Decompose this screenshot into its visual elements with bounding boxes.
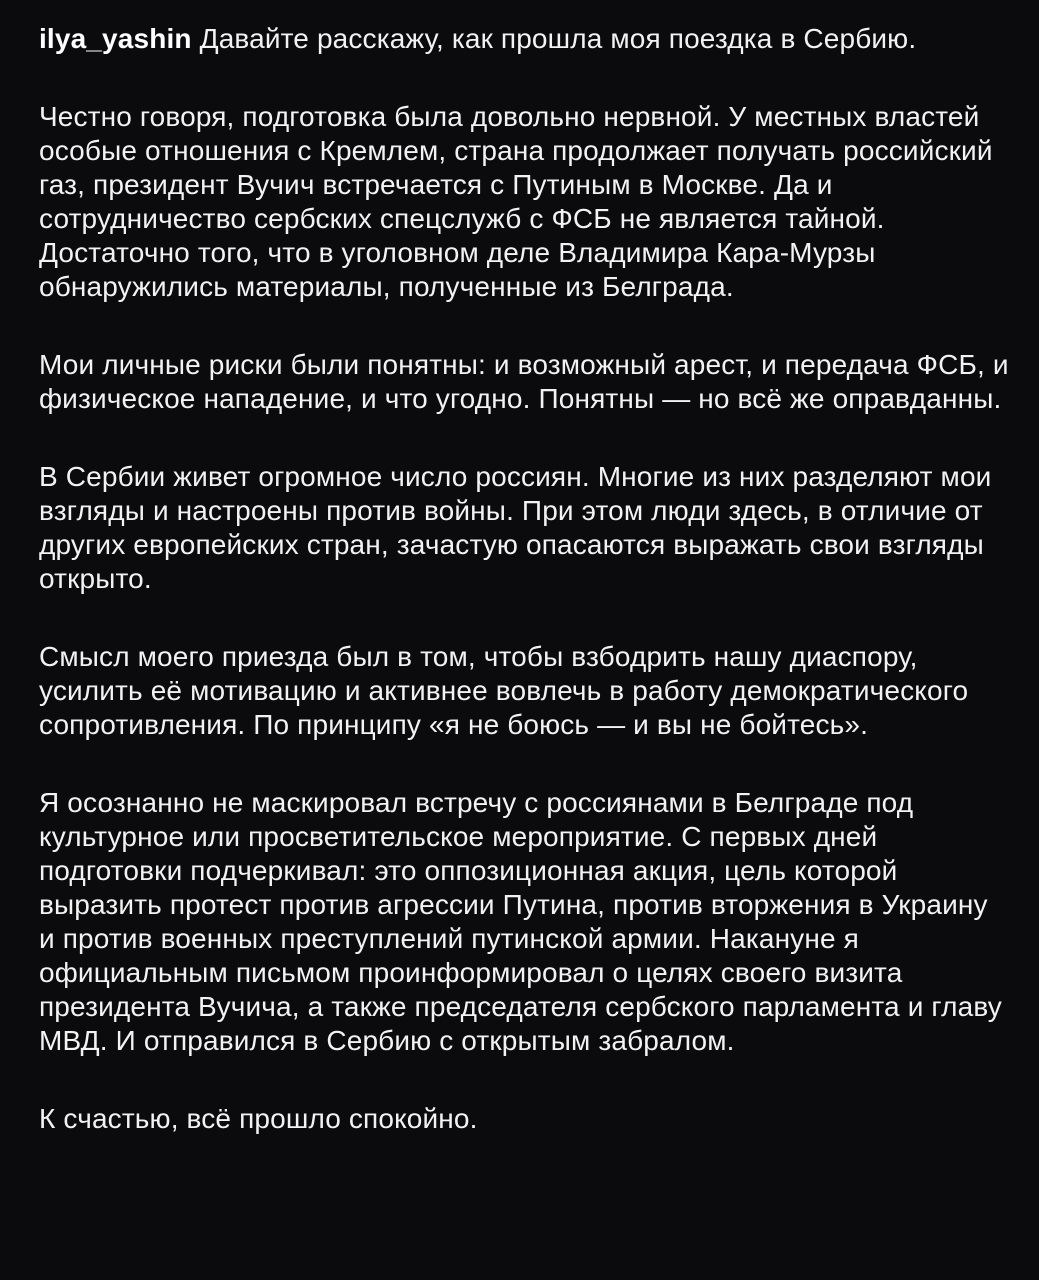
caption-intro — [39, 22, 1009, 56]
caption-paragraph: В Сербии живет огромное число россиян. Многие из них разделяют мои взгляды и настроены против войны. При этом люди здесь, в отличие от других европейских стран, зачастую опасаются выражать свои взгляды открыто. — [39, 461, 992, 594]
caption-paragraph: Мои личные риски были понятны: и возможный арест, и передача ФСБ, и физическое нападение, и что угодно. Понятны — но всё же оправданны. — [39, 349, 1009, 414]
intro-text: Давайте расскажу, как прошла моя поездка в Сербию. — [199, 23, 917, 54]
username-link[interactable]: ilya_yashin — [39, 23, 192, 54]
caption-paragraph: Я осознанно не маскировал встречу с россиянами в Белграде под культурное или просветительское мероприятие. С первых дней подготовки подчеркивал: это оппозиционная акция, цель которой выразить протест против агрессии Путина, против вторжения в Украину и против военных преступлений путинской армии. Накануне я официальным письмом проинформировал о целях своего визита президента Вучича, а также председателя сербского парламента и главу МВД. И отправился в Сербию с открытым забралом. — [39, 787, 1002, 1056]
caption-paragraph: Честно говоря, подготовка была довольно нервной. У местных властей особые отношения с Кремлем, страна продолжает получать российский газ, президент Вучич встречается с Путиным в Москве. Да и сотрудничество сербских спецслужб с ФСБ не является тайной. Достаточно того, что в уголовном деле Владимира Кара-Мурзы обнаружились материалы, полученные из Белграда. — [39, 101, 993, 302]
caption-paragraph: Смысл моего приезда был в том, чтобы взбодрить нашу диаспору, усилить её мотивацию и активнее вовлечь в работу демократического сопротивления. По принципу «я не боюсь — и вы не бойтесь». — [39, 641, 969, 740]
caption-paragraph: К счастью, всё прошло спокойно. — [39, 1103, 478, 1134]
